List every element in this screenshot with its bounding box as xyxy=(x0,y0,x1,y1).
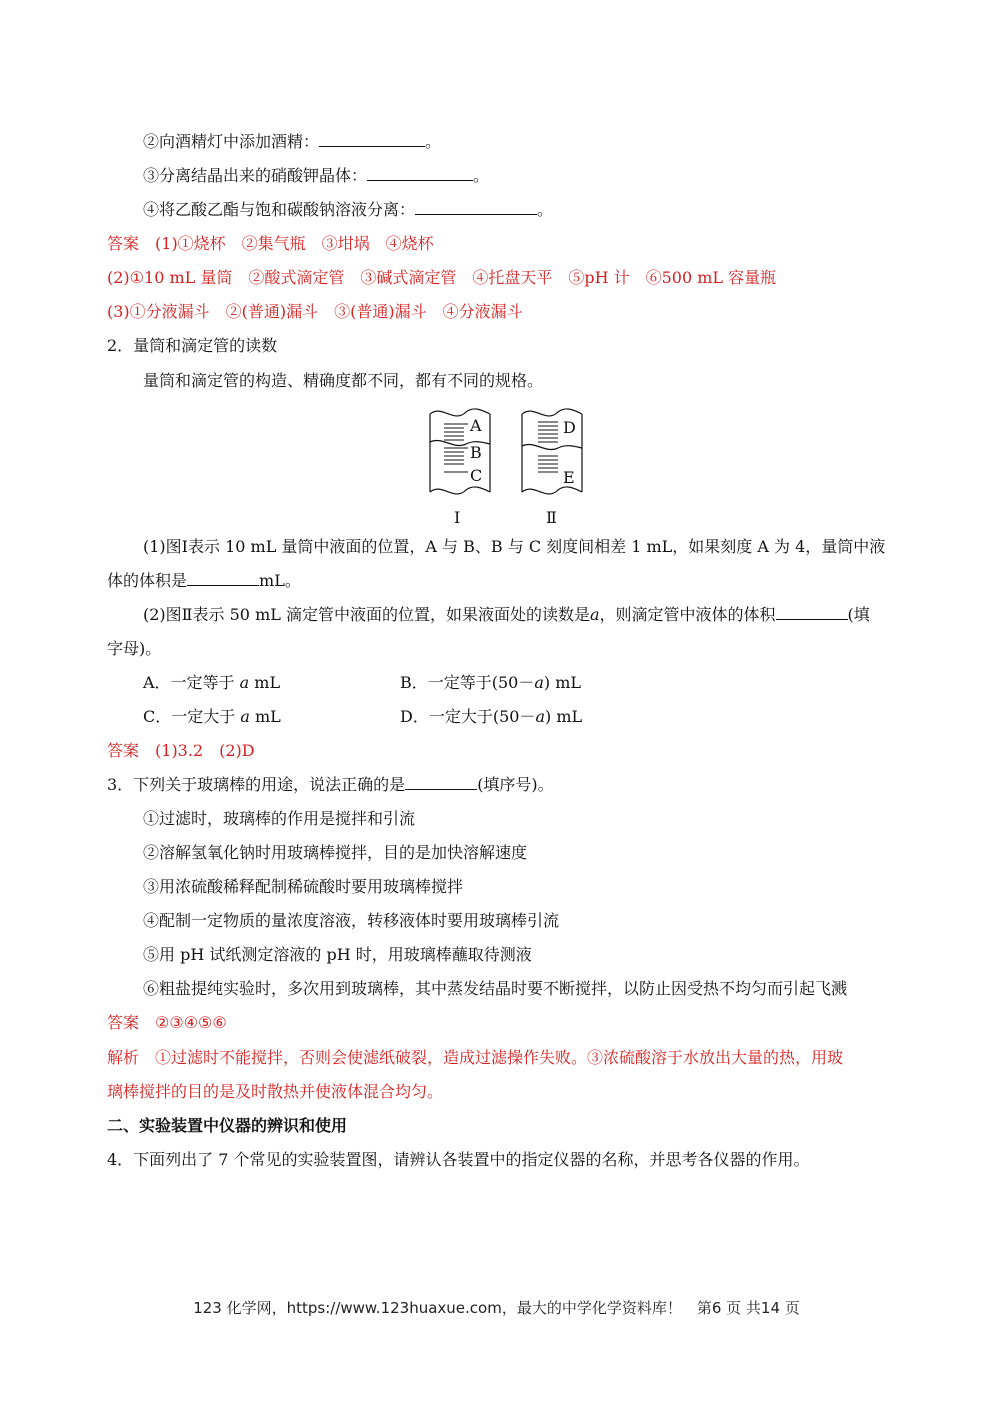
option-d[interactable]: D．一定大于(50－a) mL xyxy=(400,707,583,726)
analysis-3-line2: 璃棒搅拌的目的是及时散热并使液体混合均匀。 xyxy=(107,1082,444,1101)
q3-item-4: ④配制一定物质的量浓度溶液，转移液体时要用玻璃棒引流 xyxy=(143,911,560,930)
page-footer: 123 化学网，https://www.123huaxue.com，最大的中学化学资料库！ 第6 页 共14 页 xyxy=(193,1299,800,1317)
label-c: C xyxy=(470,466,483,485)
q2-title: 2．量筒和滴定管的读数 xyxy=(107,336,278,355)
answer-1-line-1: 答案 (1)①烧杯 ②集气瓶 ③坩埚 ④烧杯 xyxy=(107,234,434,253)
label-e: E xyxy=(563,468,575,487)
q2-part2-line1: (2)图Ⅱ表示 50 mL 滴定管中液面的位置，如果液面处的读数是a，则滴定管中液体的体积 (填 xyxy=(143,605,870,624)
label-b: B xyxy=(470,443,482,462)
answer-blank[interactable] xyxy=(187,571,259,586)
analysis-3-line1: 解析 ①过滤时不能搅拌，否则会使滤纸破裂，造成过滤操作失败。③浓硫酸溶于水放出大量的热，用玻 xyxy=(107,1048,844,1067)
answer-blank[interactable] xyxy=(405,775,477,790)
label-a: A xyxy=(470,416,482,435)
q2-part1-line2: 体的体积是 mL。 xyxy=(107,571,301,590)
q1-item-4: ④将乙酸乙酯与饱和碳酸钠溶液分离： 。 xyxy=(143,200,554,219)
q1-item-3: ③分离结晶出来的硝酸钾晶体： 。 xyxy=(143,166,490,185)
answer-blank[interactable] xyxy=(319,132,425,147)
option-a[interactable]: A．一定等于 a mL xyxy=(143,673,281,692)
answer-1-line-3: (3)①分液漏斗 ②(普通)漏斗 ③(普通)漏斗 ④分液漏斗 xyxy=(107,302,523,321)
answer-blank[interactable] xyxy=(367,166,473,181)
q3-item-6: ⑥粗盐提纯实验时，多次用到玻璃棒，其中蒸发结晶时要不断搅拌，以防止因受热不均匀而引起飞溅 xyxy=(143,979,848,998)
q4-text: 4．下面列出了 7 个常见的实验装置图，请辨认各装置中的指定仪器的名称，并思考各仪器的作用。 xyxy=(107,1150,810,1169)
answer-2: 答案 (1)3.2 (2)D xyxy=(107,741,255,760)
answer-3: 答案 ②③④⑤⑥ xyxy=(107,1013,227,1032)
option-b[interactable]: B．一定等于(50－a) mL xyxy=(400,673,582,692)
q1-item-2: ②向酒精灯中添加酒精： 。 xyxy=(143,132,442,151)
q3-item-3: ③用浓硫酸稀释配制稀硫酸时要用玻璃棒搅拌 xyxy=(143,877,464,896)
option-c[interactable]: C．一定大于 a mL xyxy=(143,707,281,726)
answer-blank[interactable] xyxy=(776,605,848,620)
caption-1: Ⅰ xyxy=(454,508,461,527)
figure-cylinders xyxy=(420,400,590,532)
q3-item-1: ①过滤时，玻璃棒的作用是搅拌和引流 xyxy=(143,809,416,828)
q3-item-2: ②溶解氢氧化钠时用玻璃棒搅拌，目的是加快溶解速度 xyxy=(143,843,528,862)
answer-1-line-2: (2)①10 mL 量筒 ②酸式滴定管 ③碱式滴定管 ④托盘天平 ⑤pH 计 ⑥500 mL 容量瓶 xyxy=(107,268,777,287)
q2-intro: 量筒和滴定管的构造、精确度都不同，都有不同的规格。 xyxy=(143,371,544,390)
q2-part1-line1: (1)图Ⅰ表示 10 mL 量筒中液面的位置，A 与 B、B 与 C 刻度间相差 1 mL，如果刻度 A 为 4，量筒中液 xyxy=(143,537,886,556)
q2-part2-line2: 字母)。 xyxy=(107,639,162,658)
q3-title: 3．下列关于玻璃棒的用途，说法正确的是 (填序号)。 xyxy=(107,775,554,794)
q3-item-5: ⑤用 pH 试纸测定溶液的 pH 时，用玻璃棒蘸取待测液 xyxy=(143,945,532,964)
section-heading: 二、实验装置中仪器的辨识和使用 xyxy=(107,1116,348,1135)
answer-blank[interactable] xyxy=(415,200,537,215)
label-d: D xyxy=(563,418,576,437)
caption-2: Ⅱ xyxy=(546,508,557,527)
